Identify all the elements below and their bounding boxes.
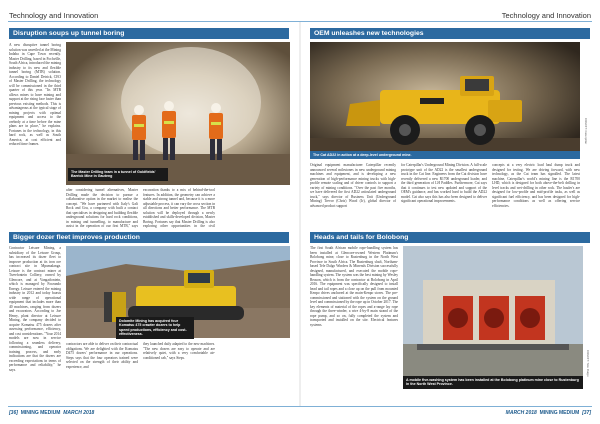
page-gutter — [299, 22, 301, 407]
dozer-photo-caption: Dolomite Mining has acquired four Komatsu 475 crawler dozers to help speed productions, efficiency and cost-effectiveness. — [116, 317, 194, 339]
footer-rule — [8, 406, 592, 407]
rope-system-photo — [403, 246, 583, 386]
disruption-col-2: after considering tunnel alternatives, Master Drilling made the decision to pursue a collaborative option in the market to realise the concept. "We have partnered with Italy's Gali Rock and Gru, a company with built a contact that specialises in designing and building flexible underground solutions for hard rock conditions, in mining and tunnelling, to manufacture and assist in the operation of our first MTB," says — [66, 188, 138, 228]
page-number-right: [37] — [582, 410, 591, 416]
tunnel-photo — [66, 42, 290, 185]
dozer-title-band: Bigger dozer fleet improves production — [9, 232, 289, 243]
oem-col-2: for Caterpillar's Underground Mining Division. A full-scale prototype unit of the AD22 is the smallest underground truck in the Cat line. Engineers from the Cat division have recently delivered a new R1700 underground loader, and the third generation of LH Paddles. Furthermore, Cat says that it continues to test new updated and support of the OEM's guidance, and has worked hard to build the AD22 model. Cat also says this has also been designed to deliver significant operational improvements. — [401, 163, 487, 203]
page-number-left: [36] — [9, 410, 18, 416]
heads-col-1: The first South African mobile rope-handling system has been installed at Glencore-owned Western Platinum's Bolobong mine, close to Rustenburg in the North West Province in South Africa. The Rustenburg shaft, Northam-based Tele Dalgo Winders & Minerals Division successfully designed, manufactured, and executed the mobile rope-handling system. The system was the best mining by Wesley Reason, which is from the contractor at Bolobong in April 2016. The equipment was specifically designed to install head and tail ropes and a close up on the pull from mounted Kenpo drives anchored at the main-Kenpo stores. The pre-commissioned and stationed with the system on the ground level and commissioned by the rope up in October 2017. The key elements of material of the ropes and a-range lay rope through the three-winder, a wire 4-by-8 main strand of the rope pump, and so on, fully completed the system and transported and installed on the site. Electrical features systems. — [310, 246, 398, 327]
issue-date-left: MARCH 2018 — [63, 410, 95, 416]
rope-system-caption: A mobile five-washing system has been installed at the Bolobong platinum mine close to Rustenburg in the North West Province. — [403, 376, 583, 389]
loader-photo — [310, 42, 580, 158]
footer-left — [9, 410, 94, 416]
dozer-col-3: they launched daily adapted to the new machines. "The new dozers are easy to operate and are relatively quiet, with a very comfortable air-conditioned cab," says Steps. — [143, 342, 215, 360]
heads-title-band: Heads and tails for Bolobong — [310, 232, 590, 243]
tunnel-photo-caption: The Master Drilling team in a tunnel of Goldfields' Barrick Mine in Gauteng — [68, 168, 168, 181]
header-section-left: Technology and Innovation — [9, 11, 99, 20]
dozer-col-1: Contractor Leisure Mining, a subsidiary of the Leisure Group, has increased its dozer fleet to improve production at its iron ore contract site in Mpumalanga. Leisure is the contract miner at Tweefontein Colliery, owned by Glencore, and at Vangatfontein, which is managed by Forzando Energy. Leisure entered the mining industry in 2012 and today boasts wide range of operational equipment that includes more than 40 machines, ranging from dozers and excavators. According to Joe Henry, plant director at Leisure Mining, the company decided to acquire Komatsu 475 dozers after assessing performance, efficiency, and cost considerations. "Your 2014 models are now in service following a seamless delivery, commissioning, and operator training process, and early indications are that the dozers are exceeding expectations in terms of performance and reliability," he says. — [9, 246, 61, 372]
footer-right — [506, 410, 591, 416]
loader-photo-credit: CREDIT: Caterpillar — [584, 118, 588, 145]
oem-col-3: concepts at a very electric load haul dump truck and designed for testing. We are driving forward, with new technology, as the Cat team has signalled. The latest machine, Caterpillar's world's mining line is the R1700 LHD, which is designed for both above-the-belt drilling in level tracks and wet-drilling in other rock. The hauler's are designed for low-profile and mid-profile tasks, as well as significant fuel efficiency, and has been designed for high-performance conditions as well as offering service efficiencies. — [492, 163, 580, 208]
issue-date-right: MARCH 2018 — [505, 410, 537, 416]
magazine-name-right: MINING MEDIUM — [539, 410, 580, 416]
dozer-col-2: contractors are able to deliver on their contractual obligations. We are delighted with the Komatsu D475 dozers' performance in our operations. Steps says that the four operators trained were selected on the strength of their ability and experience, and — [66, 342, 138, 369]
rope-system-credit: CREDIT: Tele Dalgo — [586, 350, 590, 377]
disruption-title-band: Disruption soups up tunnel boring — [9, 28, 289, 39]
magazine-name-left: MINING MEDIUM — [20, 410, 61, 416]
oem-title-band: OEM unleashes new technologies — [310, 28, 590, 39]
loader-photo-caption: The Cat AD22 in action at a deep-level underground mine. — [310, 151, 580, 159]
disruption-col-1: A new disruptive tunnel boring solution was unveiled at the Mining Indaba in Cape Town recently. Master Drilling, based in Fochville, South Africa, introduced the mining industry to its new and flexible tunnel boring (MTB) solution. According to Daniel Detrick, CEO of Master Drilling, the technology will be commissioned in the third quarter of this year. "Its MTB allows mines to have mining and support at the rising face faster than previous existing methods. This is advantageous at the typical stage of mining projects with optimal equipment and access to the orebody at a time before the mine plans are in place," he explains. Fortunes in the technology, in this hard rock, as well as South America, at cost efficient and reduced time frames. — [9, 43, 61, 146]
oem-col-1: Original equipment manufacturer Caterpillar recently announced several milestones in new underground mining machines and equipment, and is developing a new generation of high-performance mining trucks with high-profile remote scaling and of driver controls to support a variety of mining conditions. "Over the past five months, we have delivered the first AD22 articulated underground truck," says director of Business Unit (Underground Mining) Trevor (Chris) Wood (Jr), global director of advanced product support — [310, 163, 396, 208]
disruption-col-3: excavation thanks to a mix of behind-the-tool features. In addition, the geometry can achieve a stable and strong tunnel and, because it is a more adjustable process, it can vary the cross section in all directions and better performance. The MTB solution will be deployed through a newly established and skills-developed division, Master Boring. Fortunes say that Master Drilling is also exploring other opportunities in the civil — [143, 188, 215, 228]
header-section-right: Technology and Innovation — [501, 11, 591, 20]
